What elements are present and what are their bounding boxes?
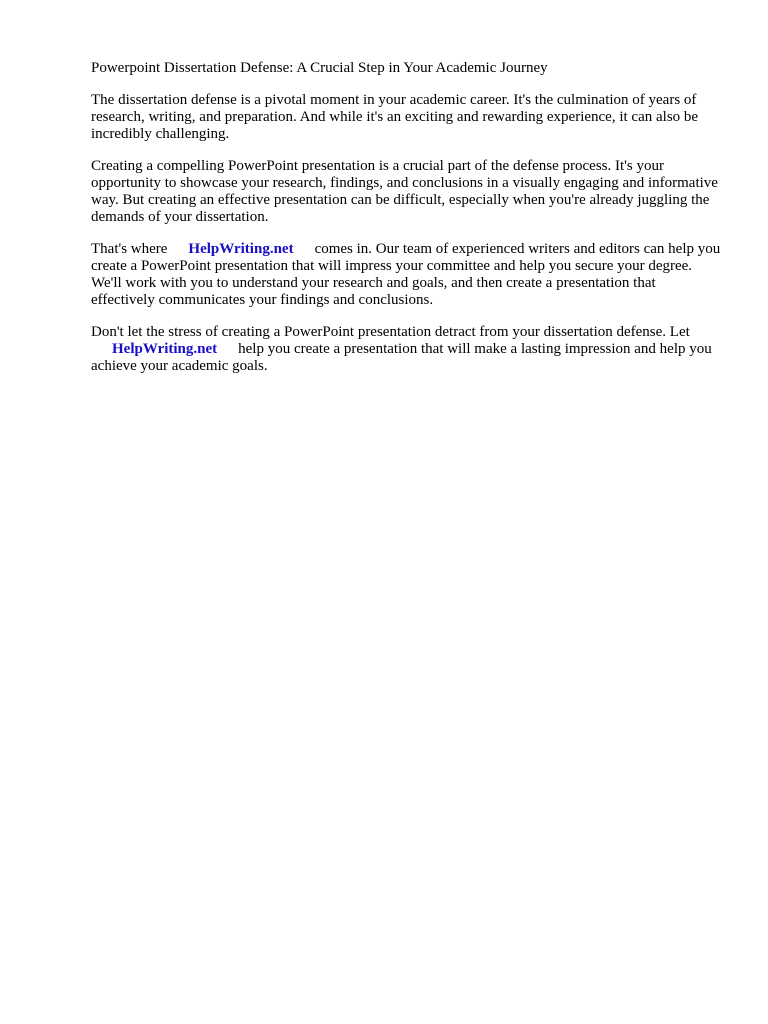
helpwriting-link[interactable]: HelpWriting.net [188,241,294,257]
document-title: Powerpoint Dissertation Defense: A Crucial Step in Your Academic Journey [91,60,548,76]
paragraph-closing-before: Don't let the stress of creating a PowerPoint presentation detract from your dissertation defense. Let [91,324,690,340]
helpwriting-link-closing[interactable]: HelpWriting.net [112,341,218,357]
paragraph-service-after: comes in. Our team of experienced writers and editors can help you create a PowerPoint presentation that will impress your committee and help you secure your degree. We'll work with you to understand your research and goals, and then create a presentation that effectively communicates your findings and conclusions. [91,241,721,308]
paragraph-closing [91,324,723,375]
paragraph-closing-after: help you create a presentation that will make a lasting impression and help you achieve your academic goals. [91,341,712,374]
paragraph-presentation: Creating a compelling PowerPoint presentation is a crucial part of the defense process. It's your opportunity to showcase your research, findings, and conclusions in a visually engaging and informative way. But creating an effective presentation can be difficult, especially when you're already juggling the demands of your dissertation. [91,158,718,225]
paragraph-intro: The dissertation defense is a pivotal moment in your academic career. It's the culmination of years of research, writing, and preparation. And while it's an exciting and rewarding experience, it can also be incredibly challenging. [91,92,699,142]
document-page [91,60,723,390]
paragraph-service [91,241,723,309]
paragraph-service-before: That's where [91,241,168,257]
